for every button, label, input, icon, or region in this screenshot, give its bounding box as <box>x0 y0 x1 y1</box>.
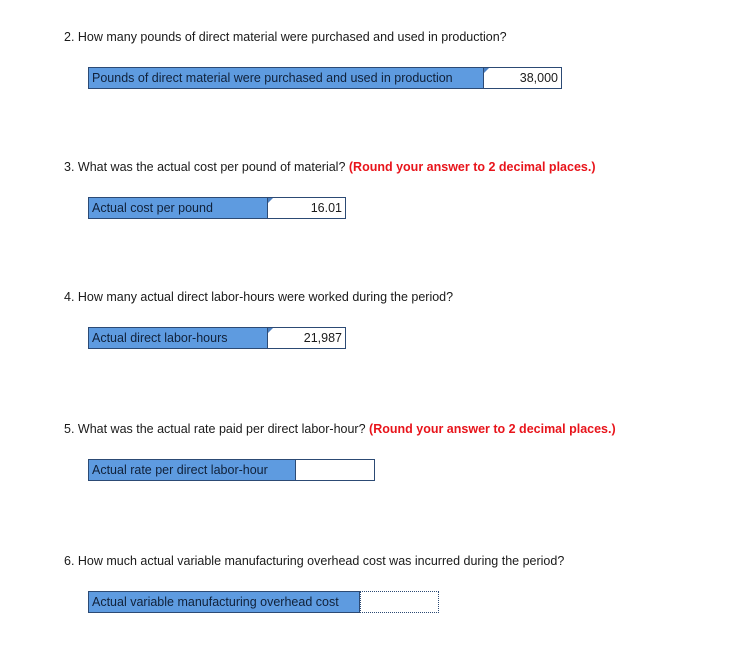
actual-cost-per-pound-label: Actual cost per pound <box>88 197 268 219</box>
question-5-text: 5. What was the actual rate paid per direct labor-hour? <box>64 422 366 436</box>
cell-flag-icon <box>484 68 489 73</box>
cell-flag-icon <box>268 328 273 333</box>
answer-row-pounds-purchased <box>88 67 562 89</box>
question-2 <box>64 30 507 44</box>
question-4-text: 4. How many actual direct labor-hours were worked during the period? <box>64 290 454 304</box>
actual-labor-hours-label: Actual direct labor-hours <box>88 327 268 349</box>
actual-labor-hours-value: 21,987 <box>303 331 342 345</box>
question-5-rounding-note: (Round your answer to 2 decimal places.) <box>369 422 616 436</box>
answer-row-actual-rate-per-hour <box>88 459 375 481</box>
pounds-purchased-input[interactable] <box>484 67 562 89</box>
actual-rate-per-hour-label: Actual rate per direct labor-hour <box>88 459 296 481</box>
actual-variable-overhead-input[interactable] <box>360 591 439 613</box>
question-6-text: 6. How much actual variable manufacturing overhead cost was incurred during the period? <box>64 554 565 568</box>
actual-cost-per-pound-input[interactable] <box>268 197 346 219</box>
cell-flag-icon <box>268 198 273 203</box>
question-3-rounding-note: (Round your answer to 2 decimal places.) <box>348 160 596 174</box>
actual-labor-hours-input[interactable] <box>268 327 346 349</box>
question-5 <box>64 422 616 436</box>
answer-row-actual-variable-overhead <box>88 591 439 613</box>
question-4 <box>64 290 453 304</box>
question-2-text: 2. How many pounds of direct material were purchased and used in production? <box>64 30 507 44</box>
question-3-text: 3. What was the actual cost per pound of material? <box>64 160 346 174</box>
pounds-purchased-label: Pounds of direct material were purchased and used in production <box>88 67 484 89</box>
answer-row-actual-labor-hours <box>88 327 346 349</box>
actual-rate-per-hour-input[interactable] <box>296 459 375 481</box>
answer-row-actual-cost-per-pound <box>88 197 346 219</box>
actual-variable-overhead-label: Actual variable manufacturing overhead cost <box>88 591 360 613</box>
question-6 <box>64 554 564 568</box>
actual-cost-per-pound-value: 16.01 <box>310 201 342 215</box>
question-3 <box>64 160 595 174</box>
pounds-purchased-value: 38,000 <box>519 71 558 85</box>
